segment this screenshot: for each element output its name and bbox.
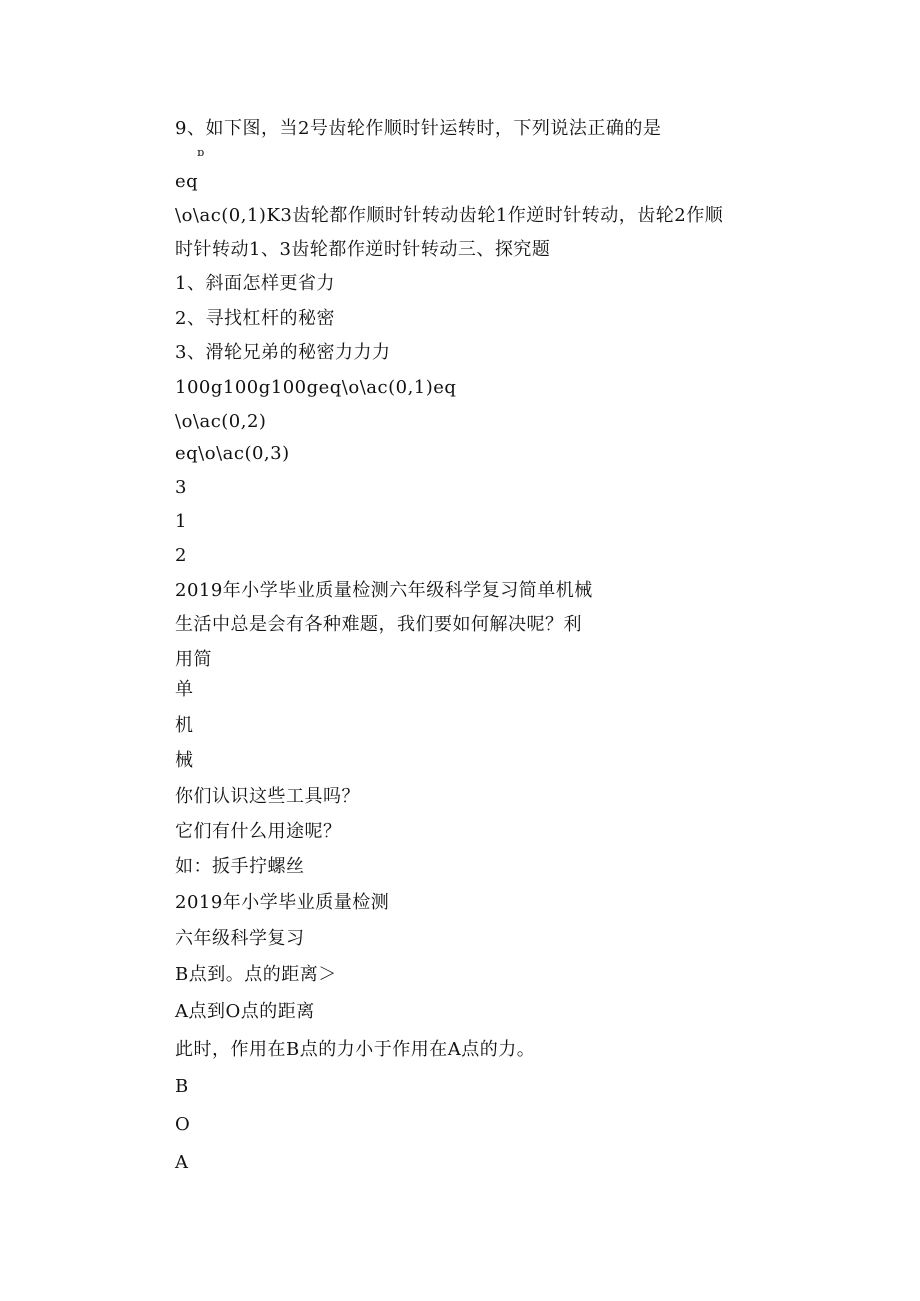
question-9-text: 9、如下图，当2号齿轮作顺时针运转时，下列说法正确的是: [175, 118, 662, 139]
distance-b: B点到。点的距离＞: [175, 964, 337, 985]
equation-fragment-3: eq\o\ac(0,3): [175, 443, 290, 464]
answer-options-line-2: 时针转动1、3齿轮都作逆时针转动三、探究题: [175, 239, 551, 260]
example-wrench: 如：扳手拧螺丝: [175, 856, 305, 877]
weights-equation: 100g100g100geq\o\ac(0,1)eq: [175, 377, 457, 398]
vertical-char-1: 单: [175, 679, 194, 700]
question-uses: 它们有什么用途呢？: [175, 821, 342, 842]
section-title: 2019年小学毕业质量检测六年级科学复习简单机械: [175, 580, 593, 601]
number-3: 3: [175, 477, 187, 498]
question-tools: 你们认识这些工具吗？: [175, 786, 360, 807]
stray-mark: ɒ: [197, 146, 205, 159]
distance-a: A点到O点的距离: [175, 1001, 315, 1022]
inquiry-item-3: 3、滑轮兄弟的秘密力力力: [175, 342, 391, 363]
answer-options-line-1: \o\ac(0,1)K3齿轮都作顺时针转动齿轮1作逆时针转动，齿轮2作顺: [175, 205, 724, 226]
vertical-char-3: 械: [175, 750, 194, 771]
label-b: B: [175, 1076, 189, 1097]
inquiry-item-1: 1、斜面怎样更省力: [175, 273, 335, 294]
inquiry-item-2: 2、寻找杠杆的秘密: [175, 308, 335, 329]
vertical-char-2: 机: [175, 715, 194, 736]
intro-text-cont: 用简: [175, 649, 212, 670]
label-o: O: [175, 1114, 191, 1135]
number-2: 2: [175, 545, 187, 566]
equation-fragment: eq: [175, 171, 199, 192]
equation-fragment-2: \o\ac(0,2): [175, 411, 267, 432]
label-a: A: [175, 1152, 189, 1173]
heading-review: 六年级科学复习: [175, 928, 305, 949]
intro-text: 生活中总是会有各种难题，我们要如何解决呢？利: [175, 614, 582, 635]
heading-exam: 2019年小学毕业质量检测: [175, 892, 390, 913]
conclusion: 此时，作用在B点的力小于作用在A点的力。: [175, 1039, 536, 1060]
number-1: 1: [175, 511, 187, 532]
